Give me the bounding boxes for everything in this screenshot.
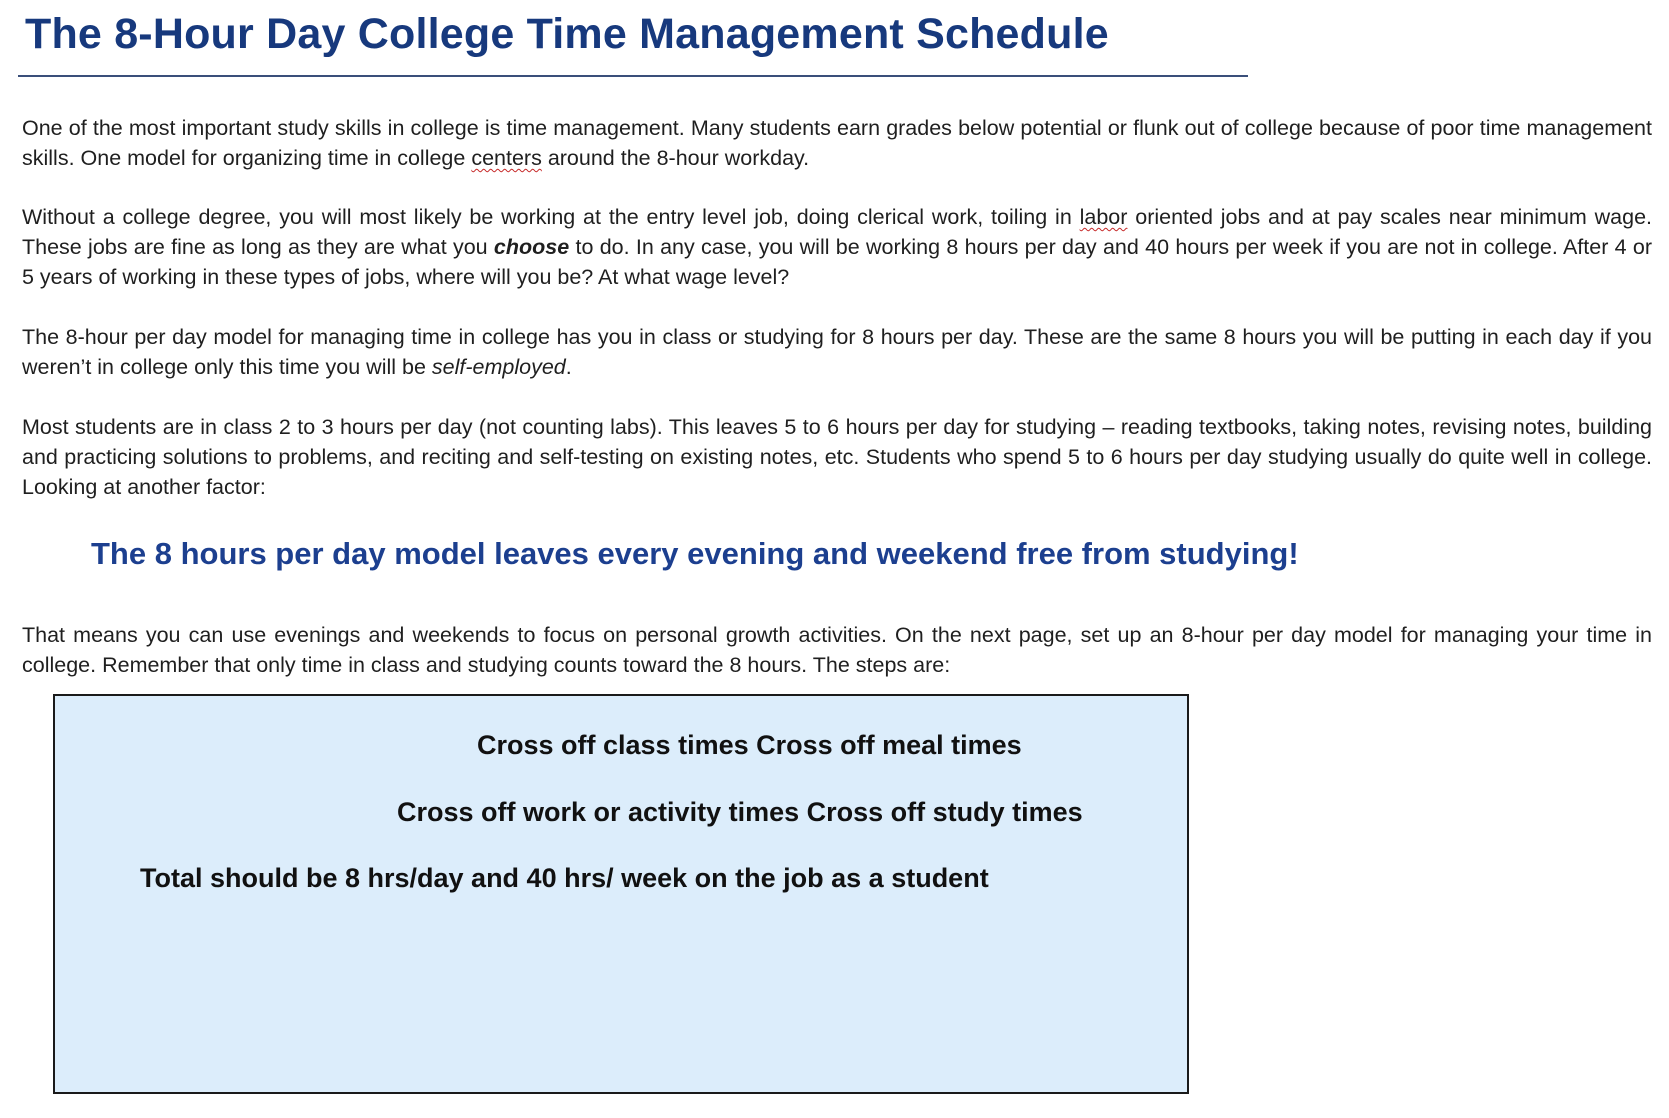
emphasized-word-self-employed: self-employed bbox=[431, 355, 566, 379]
paragraph-without-degree-text-b: oriented jobs and at pay scales near minimum wage. These jobs are fine as long as they are what you bbox=[22, 205, 1653, 259]
paragraph-without-degree-text-a: Without a college degree, you will most likely be working at the entry level job, doing clerical work, toiling in bbox=[22, 205, 1080, 229]
step-line-1: Cross off class times Cross off meal times bbox=[477, 730, 1022, 760]
paragraph-without-degree bbox=[22, 202, 1652, 292]
paragraph-eight-hour-model bbox=[22, 322, 1652, 382]
spellcheck-flagged-word[interactable]: centers bbox=[471, 146, 542, 170]
paragraph-intro bbox=[22, 113, 1652, 173]
emphasized-word-choose: choose bbox=[493, 235, 570, 259]
paragraph-eight-hour-model-text-a: The 8-hour per day model for managing time in college has you in class or studying for 8 hours per day. These are the same 8 hours you will be putting in each day if you weren’t in college only this time you will be bbox=[22, 325, 1652, 379]
paragraph-without-degree-text-c: to do. In any case, you will be working 8 hours per day and 40 hours per week if you are not in college. After 4 or 5 years of working in these types of jobs, where will you be? At what wage level? bbox=[22, 235, 1652, 289]
paragraph-class-hours: Most students are in class 2 to 3 hours per day (not counting labs). This leaves 5 to 6 hours per day for studying – reading textbooks, taking notes, revising notes, building and practicing solutions to problems, and reciting and self-testing on existing notes, etc. Students who spend 5 to 6 hours per day studying usually do quite well in college. Looking at another factor: bbox=[22, 415, 1652, 499]
paragraph-evenings-weekends: That means you can use evenings and weekends to focus on personal growth activities. On the next page, set up an 8-hour per day model for managing your time in college. Remember that only time in class and studying counts toward the 8 hours. The steps are: bbox=[22, 623, 1652, 677]
spellcheck-flagged-word[interactable]: labor bbox=[1079, 205, 1128, 229]
callout-heading: The 8 hours per day model leaves every evening and weekend free from studying! bbox=[91, 536, 1299, 571]
paragraph-intro-text-a: One of the most important study skills in college is time management. Many students earn grades below potential or flunk out of college because of poor time management skills. One model for organizing time in college bbox=[22, 116, 1652, 170]
paragraph-intro-text-b: around the 8-hour workday. bbox=[541, 146, 810, 170]
step-line-3: Total should be 8 hrs/day and 40 hrs/ week on the job as a student bbox=[140, 863, 989, 893]
title-underline-divider bbox=[18, 75, 1248, 77]
step-line-2: Cross off work or activity times Cross off study times bbox=[397, 797, 1083, 827]
page-title: The 8-Hour Day College Time Management Schedule bbox=[25, 10, 1109, 58]
paragraph-eight-hour-model-text-b: . bbox=[565, 355, 572, 379]
steps-box bbox=[53, 694, 1189, 1094]
